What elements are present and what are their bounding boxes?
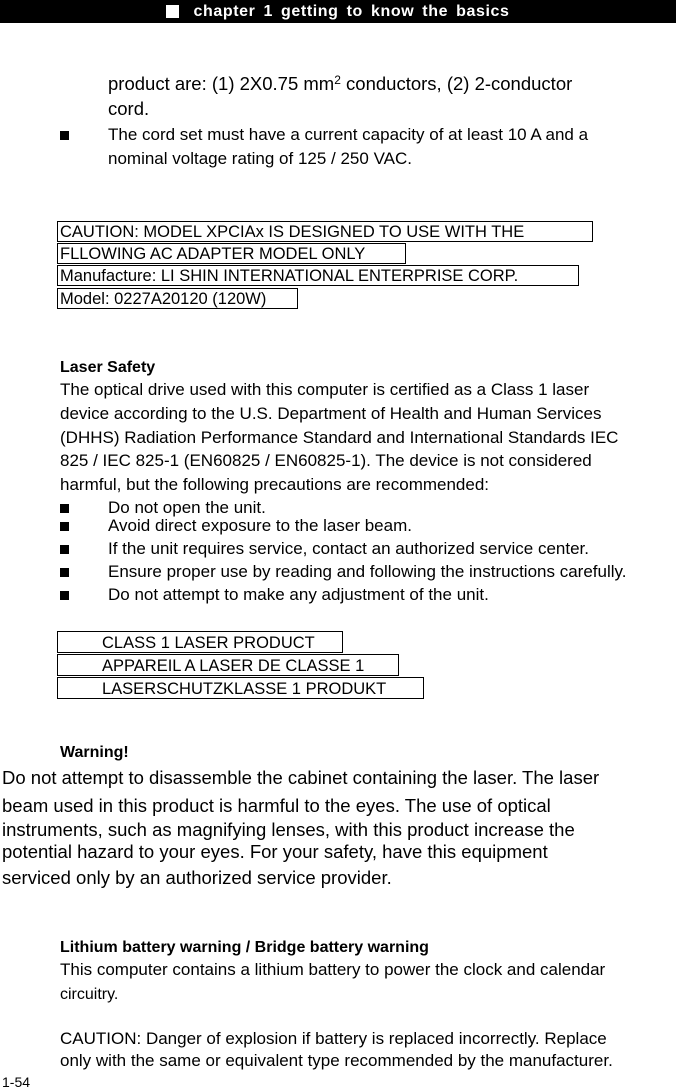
caution-box-line: Manufacture: LI SHIN INTERNATIONAL ENTERPRISE CORP.	[57, 265, 579, 286]
chapter-title: chapter 1 getting to know the basics	[193, 2, 510, 20]
laser-para-line: (DHHS) Radiation Performance Standard and International Standards IEC	[60, 428, 619, 447]
caution-box-line: FLLOWING AC ADAPTER MODEL ONLY	[57, 243, 406, 264]
battery-caution-line: CAUTION: Danger of explosion if battery is replaced incorrectly. Replace	[60, 1029, 607, 1048]
laser-class-line: APPAREIL A LASER DE CLASSE 1	[57, 654, 399, 676]
battery-para-line: circuitry.	[60, 986, 119, 1003]
bullet-square-icon	[60, 504, 69, 513]
caution-box-line: Model: 0227A20120 (120W)	[57, 288, 298, 309]
intro-line-2: cord.	[108, 98, 150, 119]
laser-para-line: 825 / IEC 825-1 (EN60825 / EN60825-1). The device is not considered	[60, 451, 592, 470]
bullet-square-icon	[60, 591, 69, 600]
battery-caution-line: only with the same or equivalent type recommended by the manufacturer.	[60, 1051, 613, 1070]
warning-para-line: potential hazard to your eyes. For your safety, have this equipment	[2, 841, 548, 862]
cord-bullet-line-2: nominal voltage rating of 125 / 250 VAC.	[108, 149, 412, 168]
caution-box-line: CAUTION: MODEL XPCIAx IS DESIGNED TO USE WITH THE	[57, 221, 593, 242]
laser-para-line: harmful, but the following precautions are recommended:	[60, 475, 490, 494]
cord-bullet-line-1: The cord set must have a current capacity of at least 10 A and a	[108, 125, 589, 144]
laser-class-line: CLASS 1 LASER PRODUCT	[57, 631, 343, 653]
laser-para-line: The optical drive used with this computer is certified as a Class 1 laser	[60, 380, 590, 399]
bullet-square-icon	[60, 522, 69, 531]
warning-para-line: beam used in this product is harmful to the eyes. The use of optical	[2, 795, 551, 816]
laser-class-line: LASERSCHUTZKLASSE 1 PRODUKT	[57, 677, 424, 699]
laser-bullet: Do not open the unit.	[108, 498, 266, 517]
bullet-square-icon	[60, 568, 69, 577]
laser-bullet: Avoid direct exposure to the laser beam.	[108, 516, 412, 535]
intro-line-1: product are: (1) 2X0.75 $mm^2$ conductors, (2) 2-conductor	[108, 73, 573, 94]
warning-para-line: Do not attempt to disassemble the cabinet containing the laser. The laser	[2, 767, 600, 788]
laser-safety-heading: Laser Safety	[60, 359, 156, 376]
laser-bullet: Ensure proper use by reading and following the instructions carefully.	[108, 562, 627, 581]
laser-bullet: If the unit requires service, contact an authorized service center.	[108, 539, 589, 558]
warning-heading: Warning!	[60, 744, 129, 761]
chapter-header	[0, 0, 676, 23]
header-square-icon	[166, 5, 179, 18]
battery-para-line: This computer contains a lithium battery to power the clock and calendar	[60, 960, 606, 979]
laser-para-line: device according to the U.S. Department of Health and Human Services	[60, 404, 602, 423]
battery-heading: Lithium battery warning / Bridge battery warning	[60, 939, 429, 956]
warning-para-line: instruments, such as magnifying lenses, with this product increase the	[2, 819, 575, 840]
bullet-square-icon	[60, 131, 69, 140]
warning-para-line: serviced only by an authorized service provider.	[2, 867, 392, 888]
laser-bullet: Do not attempt to make any adjustment of the unit.	[108, 585, 489, 604]
page-number: 1-54	[2, 1074, 31, 1090]
bullet-square-icon	[60, 545, 69, 554]
